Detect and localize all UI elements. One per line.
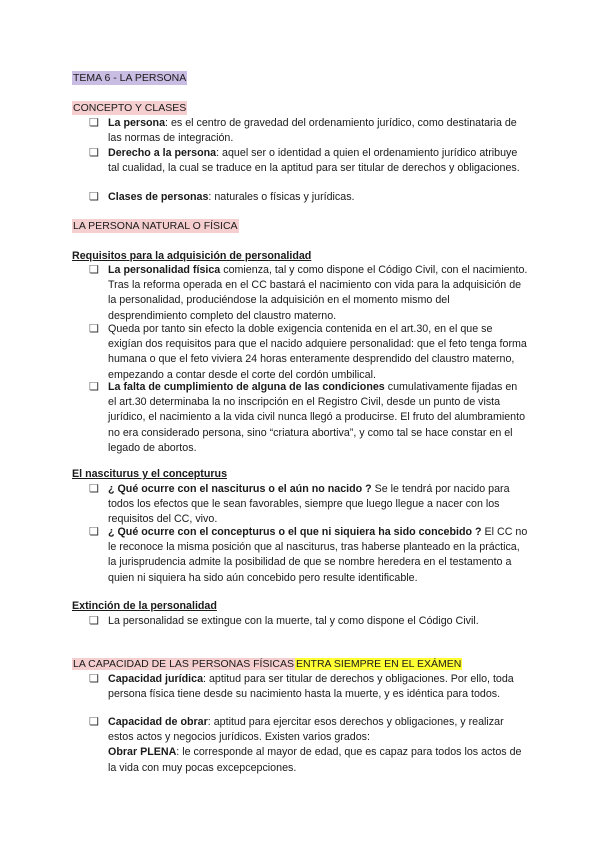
subheading-nasciturus: El nasciturus y el concepturus — [72, 468, 228, 480]
checkbox-bullet-icon: ❏ — [89, 716, 99, 728]
list-item: ❏ La personalidad se extingue con la muerte, tal y como dispone el Código Civil. — [89, 615, 479, 627]
list-item: ❏ ¿ Qué ocurre con el nasciturus o el aún no nacido ? Se le tendrá por nacido para todos los efectos que le sean favorables, siempre que luego llegue a nacer con los requisitos del CC, vivo. — [89, 483, 510, 526]
list-item: ❏ La persona: es el centro de gravedad del ordenamiento jurídico, como destinataria de las normas de integración. — [89, 117, 517, 145]
checkbox-bullet-icon: ❏ — [89, 323, 99, 335]
checkbox-bullet-icon: ❏ — [89, 483, 99, 495]
list-item: ❏ La falta de cumplimiento de alguna de las condiciones cumulativamente fijadas en el art.30 determinaba la no inscripción en el Registro Civil, desde un punto de vista jurídico, el nacimiento a la vida civil nunca llegó a producirse. El fruto del alumbramiento no era considerado persona, sino “criatura abortiva”, y como tal se hace constar en el legado de abortos. — [89, 381, 526, 454]
section-heading-concepto: CONCEPTO Y CLASES — [73, 102, 187, 114]
checkbox-bullet-icon: ❏ — [89, 191, 99, 203]
section-heading-persona-natural: LA PERSONA NATURAL O FÍSICA — [73, 220, 238, 232]
exam-note-highlight: ENTRA SIEMPRE EN EL EXÁMEN — [295, 658, 462, 670]
checkbox-bullet-icon: ❏ — [89, 264, 99, 276]
checkbox-bullet-icon: ❏ — [89, 147, 99, 159]
checkbox-bullet-icon: ❏ — [89, 673, 99, 685]
checkbox-bullet-icon: ❏ — [89, 526, 99, 538]
list-item: ❏ Derecho a la persona: aquel ser o identidad a quien el ordenamiento jurídico atribuye tal cualidad, la cual se traduce en la aptitud para ser titular de derechos y obligaciones. — [89, 147, 520, 175]
list-item: ❏ Capacidad de obrar: aptitud para ejercitar esos derechos y obligaciones, y realizar estos actos y negocios jurídicos. Existen varios grados: Obrar PLENA: le corresponde al mayor de edad, que es capaz para todos los actos de la vida con muy pocas excepcepciones. — [108, 715, 528, 776]
subheading-requisitos: Requisitos para la adquisición de personalidad — [72, 250, 312, 262]
list-item: ❏ La personalidad física comienza, tal y como dispone el Código Civil, con el nacimiento. Tras la reforma operada en el CC bastará el nacimiento con vida para la adquisición de la personalidad, produciéndose la adquisición en el momento mismo del desprendimiento completo del claustro materno. — [89, 264, 528, 322]
section-heading-capacidad: LA CAPACIDAD DE LAS PERSONAS FÍSICAS ENTRA SIEMPRE EN EL EXÁMEN — [73, 658, 462, 670]
checkbox-bullet-icon: ❏ — [89, 381, 99, 393]
checkbox-bullet-icon: ❏ — [89, 117, 99, 129]
list-item: ❏ Capacidad jurídica: aptitud para ser titular de derechos y obligaciones. Por ello, toda persona física tiene desde su nacimiento hasta la muerte, y es idéntica para todos. — [89, 673, 514, 701]
list-item-continuation: Obrar PLENA: le corresponde al mayor de edad, que es capaz para todos los actos de la vida con muy pocas excepcepciones. — [108, 746, 522, 774]
list-item: ❏ ¿ Qué ocurre con el concepturus o el que ni siquiera ha sido concebido ? El CC no le reconoce la misma posición que al nasciturus, tras haberse planteado en la práctica, la jurisprudencia admite la posibilidad de que se nombre heredera en el testamento a quien ni siquiera ha sido aún concebido pero resulte identificable. — [89, 526, 528, 584]
list-item: ❏ Clases de personas: naturales o físicas y jurídicas. — [89, 191, 355, 203]
checkbox-bullet-icon: ❏ — [89, 615, 99, 627]
list-item: ❏ Queda por tanto sin efecto la doble exigencia contenida en el art.30, en el que se exigían dos requisitos para que el nacido adquiere personalidad: que el feto tenga forma humana o que el feto viviera 24 horas enteramente desprendido del claustro materno, empezando a contar desde el corte del cordón umbilical. — [89, 323, 527, 381]
subheading-extincion: Extinción de la personalidad — [72, 600, 217, 612]
document-title: TEMA 6 - LA PERSONA — [73, 72, 187, 84]
